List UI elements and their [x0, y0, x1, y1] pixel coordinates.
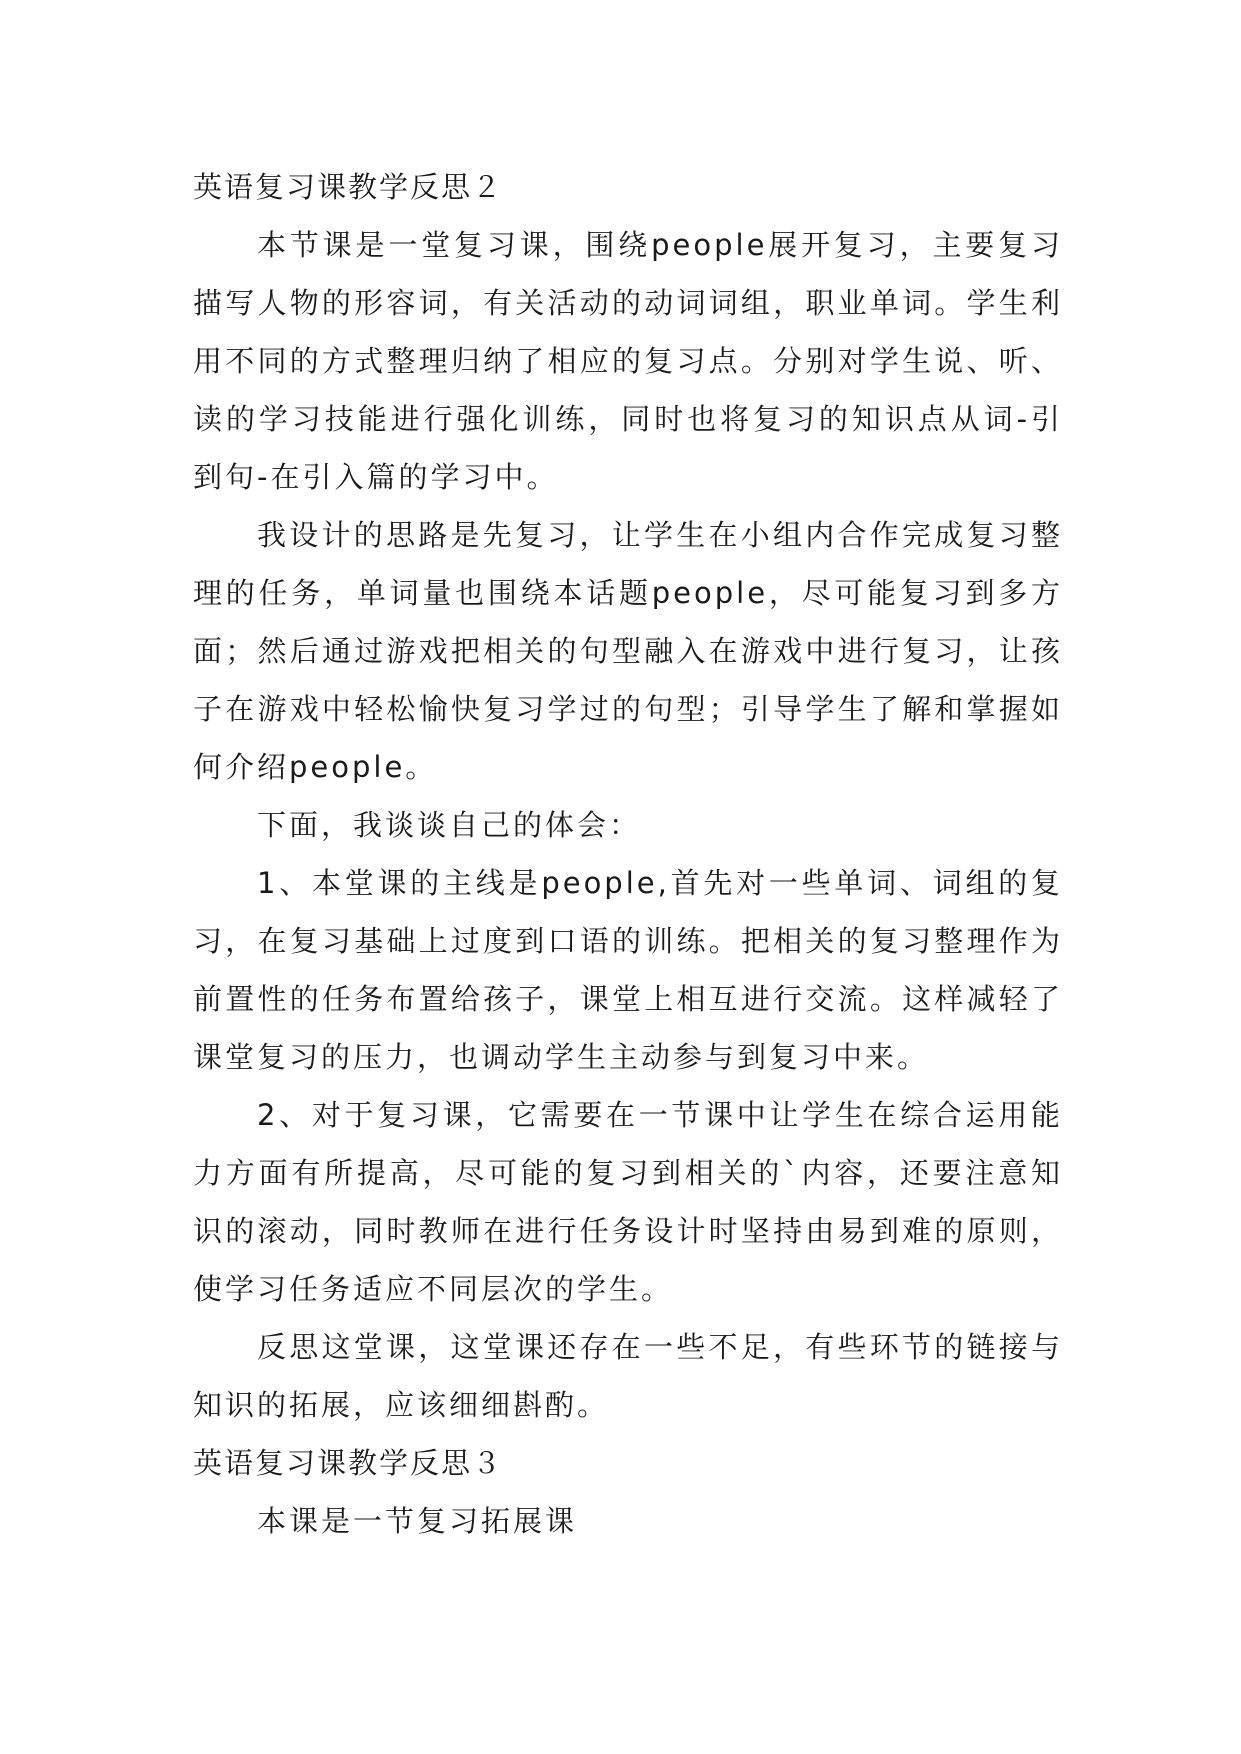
paragraph-2: 我设计的思路是先复习，让学生在小组内合作完成复习整理的任务，单词量也围绕本话题people，尽可能复习到多方面；然后通过游戏把相关的句型融入在游戏中进行复习，让孩子在游戏中轻松愉快复习学过的句型；引导学生了解和掌握如何介绍people。 [193, 518, 1063, 784]
paragraph-1: 本节课是一堂复习课，围绕people展开复习，主要复习描写人物的形容词，有关活动的动词词组，职业单词。学生利用不同的方式整理归纳了相应的复习点。分别对学生说、听、读的学习技能进行强化训练，同时也将复习的知识点从词-引到句-在引入篇的学习中。 [193, 228, 1063, 494]
paragraph-6: 反思这堂课，这堂课还存在一些不足，有些环节的链接与知识的拓展，应该细细斟酌。 [193, 1330, 1063, 1422]
paragraph-3: 下面，我谈谈自己的体会： [257, 808, 642, 842]
paragraph-7: 本课是一节复习拓展课 [257, 1504, 578, 1538]
document-body [193, 158, 1063, 1550]
paragraph-4: 1、本堂课的主线是people,首先对一些单词、词组的复习，在复习基础上过度到口语的训练。把相关的复习整理作为前置性的任务布置给孩子，课堂上相互进行交流。这样减轻了课堂复习的压力，也调动学生主动参与到复习中来。 [193, 866, 1063, 1074]
paragraph-5: 2、对于复习课，它需要在一节课中让学生在综合运用能力方面有所提高，尽可能的复习到相关的`内容，还要注意知识的滚动，同时教师在进行任务设计时坚持由易到难的原则，使学习任务适应不同层次的学生。 [193, 1098, 1063, 1306]
section-heading-3: 英语复习课教学反思３ [193, 1446, 504, 1480]
section-heading-2: 英语复习课教学反思２ [193, 170, 504, 204]
